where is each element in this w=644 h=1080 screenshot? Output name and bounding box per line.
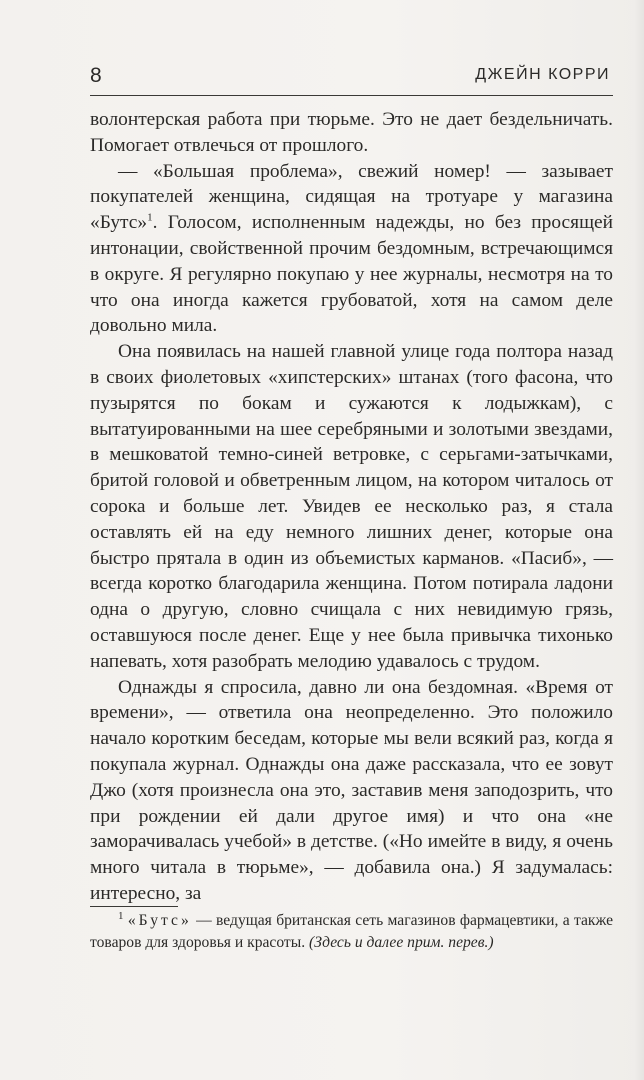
footnote-marker: 1	[118, 909, 124, 922]
footnote	[90, 910, 613, 954]
page-edge-shadow	[634, 0, 644, 1080]
page-header	[90, 64, 610, 94]
footnote-rule	[90, 906, 178, 907]
paragraph-4: Однажды я спросила, давно ли она бездомная. «Время от времени», — ответила она неопределенно. Это положило начало коротким беседам, которые мы вели всякий раз, когда я покупала журнал. Однажды она даже рассказала, что ее зовут Джо (хотя произнесла она это, заставив меня заподозрить, что при рождении ей дали другое имя) и что она «не заморачивалась учебой» в детстве. («Но имейте в виду, я очень много читала в тюрьме», — добавила она.) Я задумалась: интересно, за	[90, 676, 613, 904]
paragraph-2-start: — «Большая проблема», свежий номер! — зазывает покупателей женщина, сидящая на тротуаре у магазина «Бутс»	[90, 160, 613, 234]
footnote-note: (Здесь и далее прим. перев.)	[309, 934, 494, 951]
body-text	[90, 107, 613, 907]
page-number: 8	[90, 64, 102, 87]
paragraph-1: волонтерская работа при тюрьме. Это не дает бездельничать. Помогает отвлечься от прошлого.	[90, 109, 613, 156]
running-head: ДЖЕЙН КОРРИ	[475, 66, 610, 83]
paragraph-2	[90, 159, 613, 340]
footnote-text: — ведущая британская сеть магазинов фармацевтики, а также товаров для здоровья и красоты.	[90, 912, 613, 951]
footnote-term: «Бутс»	[127, 912, 192, 929]
header-rule	[90, 95, 613, 96]
paragraph-2-end: . Голосом, исполненным надежды, но без просящей интонации, свойственной прочим бездомным, встречающимся в округе. Я регулярно покупаю у нее журналы, несмотря на то что она иногда кажется грубоватой, хотя на самом деле довольно мила.	[90, 212, 613, 337]
paragraph-3: Она появилась на нашей главной улице года полтора назад в своих фиолетовых «хипстерских» штанах (того фасона, что пузырятся по бокам и сужаются к лодыжкам), с вытатуированными на шее серебряными и золотыми звездами, в мешковатой темно-синей ветровке, с серьгами-затычками, бритой головой и обветренным лицом, на котором читалось от сорока и больше лет. Увидев ее несколько раз, я стала оставлять ей на еду немного лишних денег, которые она быстро прятала в один из объемистых карманов. «Пасиб», — всегда коротко благодарила женщина. Потом потирала ладони одна о другую, словно счищала с них невидимую грязь, оставшуюся после денег. Еще у нее была привычка тихонько напевать, хотя разобрать мелодию удавалось с трудом.	[90, 341, 613, 672]
footnote-ref: 1	[147, 211, 153, 224]
